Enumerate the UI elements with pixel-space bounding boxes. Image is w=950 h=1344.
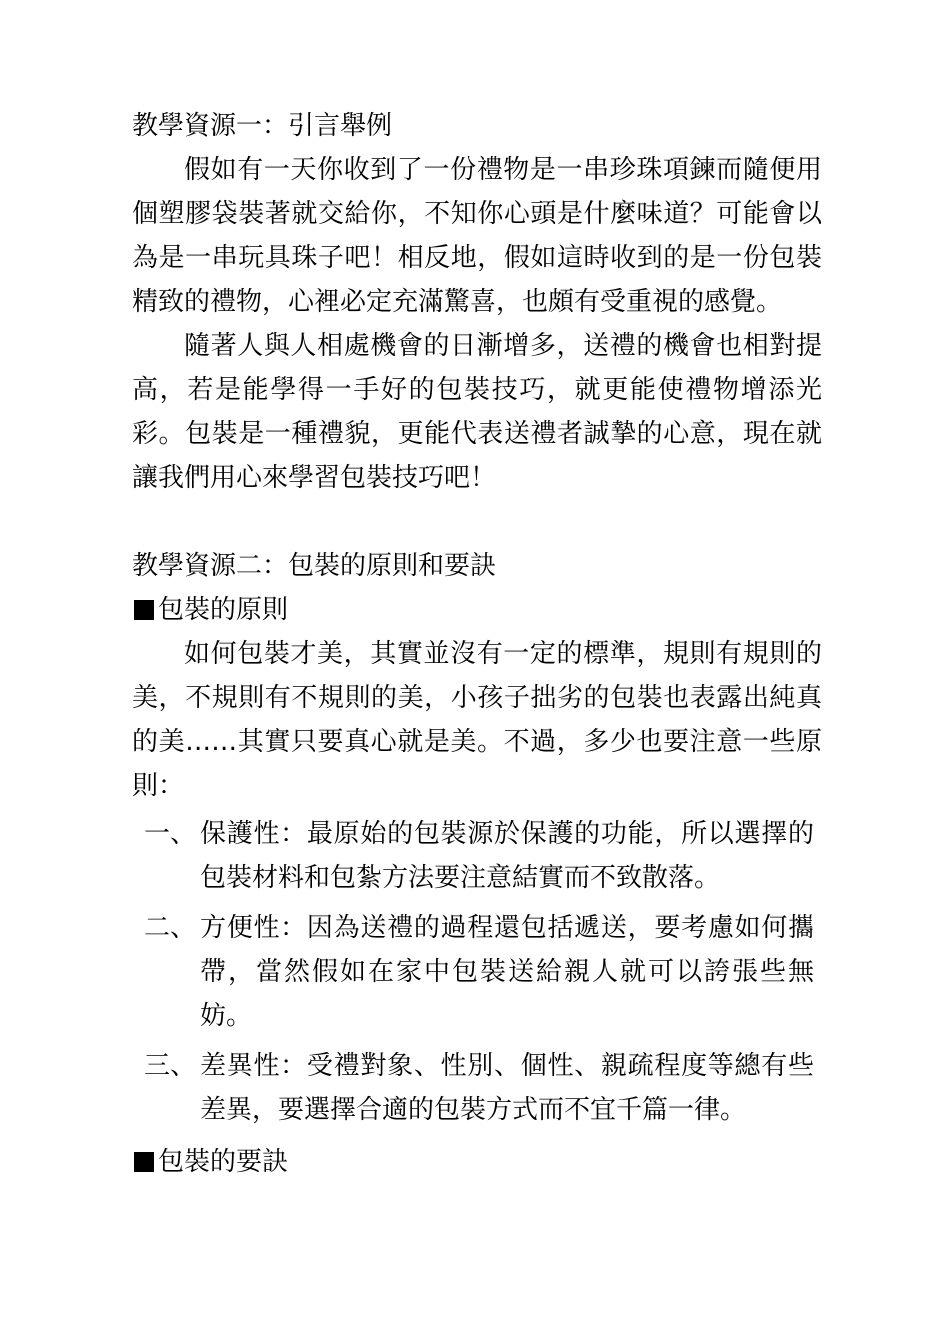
principles-title: 包裝的原則 bbox=[158, 595, 289, 625]
principle-number: 二、 bbox=[144, 913, 197, 943]
document-page bbox=[132, 104, 822, 1184]
resource1-paragraph-1: 假如有一天你收到了一份禮物是一串珍珠項鍊而隨便用個塑膠袋裝著就交給你，不知你心頭是什麼味道？可能會以為是一串玩具珠子吧！相反地，假如這時收到的是一份包裝精致的禮物，心裡必定充滿驚喜，也頗有受重視的感覺。 bbox=[132, 155, 822, 317]
principle-item bbox=[144, 906, 814, 1038]
resource1-heading: 教學資源一：引言舉例 bbox=[132, 111, 393, 141]
resource1-paragraph-2: 隨著人與人相處機會的日漸增多，送禮的機會也相對提高，若是能學得一手好的包裝技巧，就更能使禮物增添光彩。包裝是一種禮貌，更能代表送禮者誠摯的心意，現在就讓我們用心來學習包裝技巧吧！ bbox=[132, 331, 822, 493]
resource2-heading: 教學資源二：包裝的原則和要訣 bbox=[132, 551, 497, 581]
black-square-icon bbox=[134, 1152, 154, 1172]
principle-text: 方便性：因為送禮的過程還包括遞送，要考慮如何攜帶，當然假如在家中包裝送給親人就可以誇張些無妨。 bbox=[200, 913, 814, 1031]
section-spacer bbox=[132, 500, 822, 544]
tips-title: 包裝的要訣 bbox=[158, 1147, 289, 1177]
principle-number: 一、 bbox=[144, 819, 197, 849]
principle-item bbox=[144, 1044, 814, 1132]
principle-text: 差異性：受禮對象、性別、個性、親疏程度等總有些差異，要選擇合適的包裝方式而不宜千篇一律。 bbox=[200, 1051, 814, 1125]
principles-subheading bbox=[132, 588, 822, 632]
principle-item bbox=[144, 812, 814, 900]
principle-number: 三、 bbox=[144, 1051, 197, 1081]
principles-intro: 如何包裝才美，其實並沒有一定的標準，規則有規則的美，不規則有不規則的美，小孩子拙劣的包裝也表露出純真的美……其實只要真心就是美。不過，多少也要注意一些原則： bbox=[132, 639, 822, 801]
principle-text: 保護性：最原始的包裝源於保護的功能，所以選擇的包裝材料和包紮方法要注意結實而不致散落。 bbox=[200, 819, 814, 893]
black-square-icon bbox=[134, 600, 154, 620]
tips-subheading bbox=[132, 1140, 822, 1184]
principles-list bbox=[132, 812, 822, 1132]
